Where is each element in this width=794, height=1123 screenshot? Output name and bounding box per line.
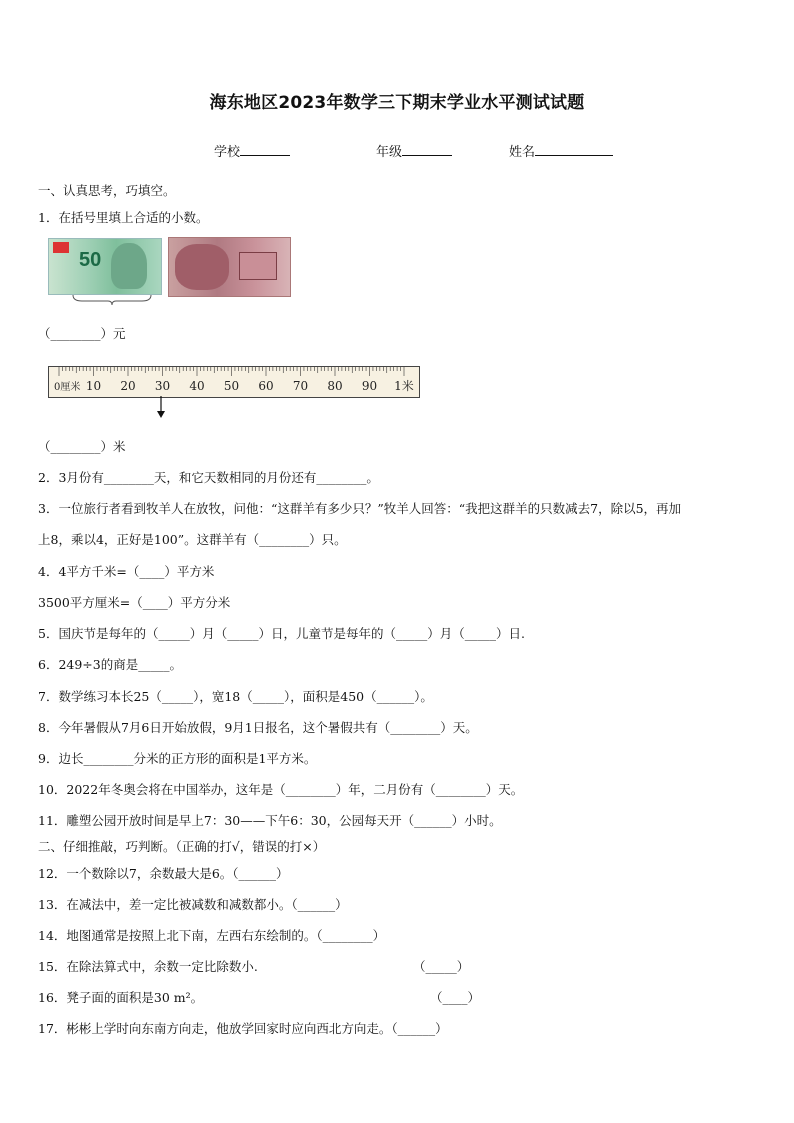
answer-16: （____） [430,990,481,1005]
question-6: 6．249÷3的商是_____。 [38,657,182,672]
portrait-mark [111,243,147,289]
ruler-tick-label: 80 [327,379,343,393]
question-5: 5．国庆节是每年的（_____）月（_____）日，儿童节是每年的（_____）月（_____）日. [38,626,525,641]
banknote-5-jiao-image [168,237,291,297]
school-blank[interactable] [240,142,290,156]
name-label: 姓名 [509,145,536,160]
question-8: 8．今年暑假从7月6日开始放假，9月1日报名，这个暑假共有（________）天。 [38,720,478,735]
ruler-tick-label: 1米 [394,379,414,393]
question-12: 12．一个数除以7，余数最大是6。（______） [38,866,289,881]
ruler-tick-label: 70 [292,379,309,393]
grade-label: 年级 [376,145,403,160]
question-14: 14．地图通常是按照上北下南，左西右东绘制的。（________） [38,928,386,943]
banknote-50-yuan-image [48,238,162,295]
ruler-tick-label: 90 [361,379,378,393]
flag-icon [53,242,69,253]
question-13: 13．在减法中，差一定比被减数和减数都小。（______） [38,897,348,912]
brace-mark [72,294,152,306]
school-label: 学校 [214,145,241,160]
ruler-tick-label: 50 [223,379,240,393]
question-7: 7．数学练习本长25（_____），宽18（_____），面积是450（______）。 [38,689,433,704]
question-17: 17．彬彬上学时向东南方向走，他放学回家时应向西北方向走。（______） [38,1021,448,1036]
section-1-heading: 一、认真思考，巧填空。 [38,183,176,198]
grade-field [376,141,452,160]
section-2-heading: 二、仔细推敲，巧判断。（正确的打√，错误的打×） [38,839,326,854]
question-2: 2．3月份有________天，和它天数相同的月份还有________。 [38,470,379,485]
denomination-frame-mark [239,252,277,280]
question-11: 11．雕塑公园开放时间是早上7：30——下午6：30，公园每天开（______）小时。 [38,813,502,828]
question-10: 10．2022年冬奥会将在中国举办，这年是（________）年，二月份有（________）天。 [38,782,524,797]
ruler-ticks [49,367,419,397]
ruler-image [48,366,420,398]
name-blank[interactable] [535,142,613,156]
ruler-tick-label: 30 [154,379,171,393]
ruler-tick-label: 20 [120,379,136,393]
question-3-line-2: 上8，乘以4，正好是100”。这群羊有（________）只。 [38,532,347,547]
question-3-line-1: 3．一位旅行者看到牧羊人在放牧，问他：“这群羊有多少只？”牧羊人回答：“我把这群羊的只数减去7，除以5，再加 [38,501,682,516]
page-title: 海东地区2023年数学三下期末学业水平测试试题 [209,93,585,113]
question-16: 16．凳子面的面积是30 m²。 [38,990,204,1005]
answer-15: （_____） [413,959,470,974]
ruler-tick-label: 40 [189,379,205,393]
figures-mark [175,244,229,290]
question-9: 9．边长________分米的正方形的面积是1平方米。 [38,751,317,766]
name-field [509,141,613,160]
ruler-tick-label: 60 [258,379,274,393]
question-4-line-1: 4．4平方千米=（____）平方米 [38,564,215,579]
answer-1-yuan: （________）元 [38,326,126,341]
question-15: 15．在除法算式中，余数一定比除数小. [38,959,258,974]
question-1: 1．在括号里填上合适的小数。 [38,210,209,225]
ruler-tick-label: 0厘米 [54,382,81,393]
ruler-tick-label: 10 [85,379,102,393]
grade-blank[interactable] [402,142,452,156]
arrow-down-icon [155,396,167,420]
answer-1-meter: （________）米 [38,439,126,454]
denomination-50-mark: 50 [79,249,102,271]
school-field [214,141,290,160]
question-4-line-2: 3500平方厘米=（____）平方分米 [38,595,231,610]
